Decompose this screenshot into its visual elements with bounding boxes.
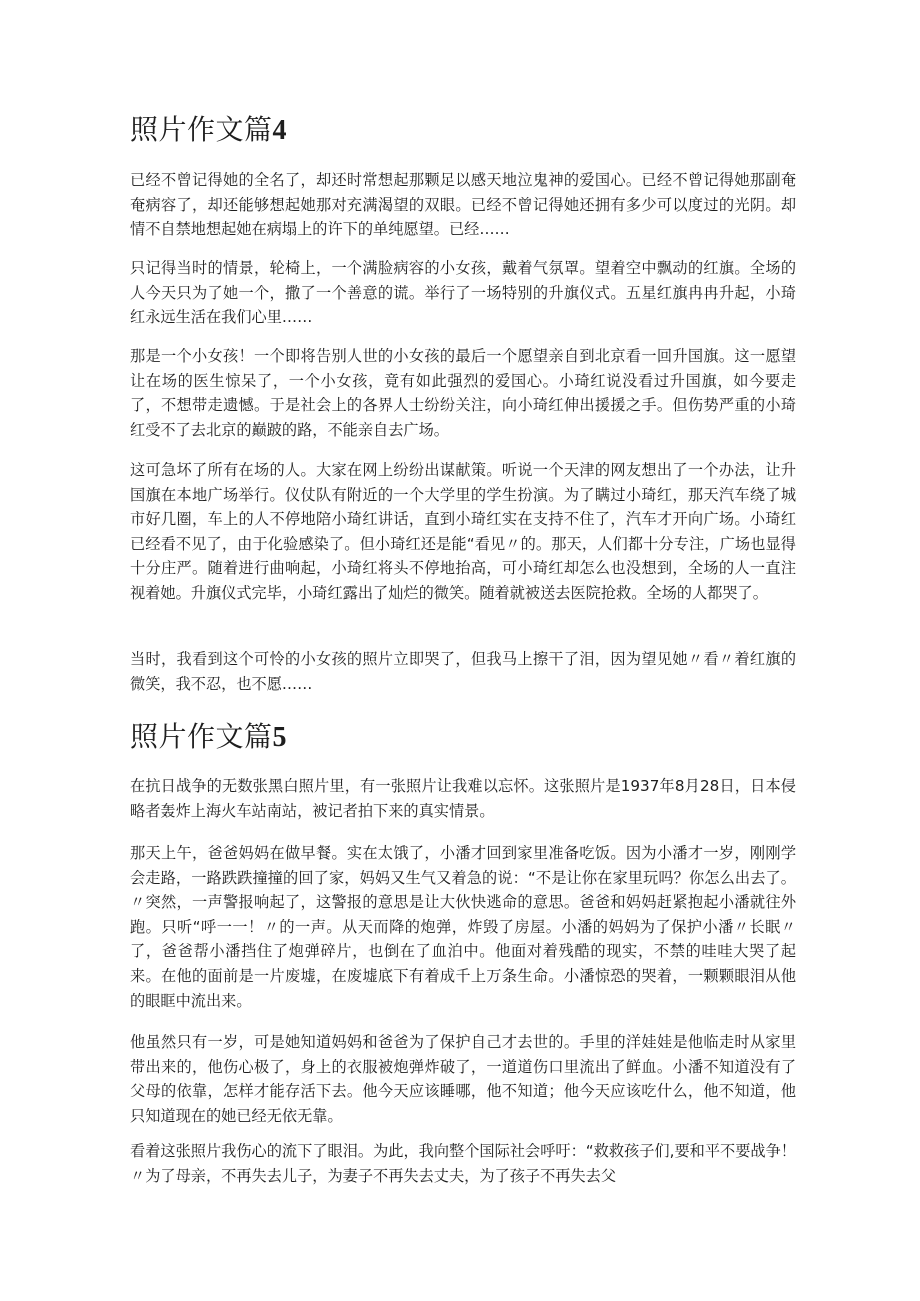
paragraph: 这可急坏了所有在场的人。大家在网上纷纷出谋献策。听说一个天津的网友想出了一个办法，让升国旗在本地广场举行。仪仗队有附近的一个大学里的学生扮演。为了瞒过小琦红，那天汽车绕了城市好几圈，车上的人不停地陪小琦红讲话，直到小琦红实在支持不住了，汽车才开向广场。小琦红已经看不见了，由于化验感染了。但小琦红还是能“看见〃的。那天，人们都十分专注，广场也显得十分庄严。随着进行曲响起，小琦红将头不停地抬高，可小琦红却怎么也没想到，全场的人一直注视着她。升旗仪式完毕，小琦红露出了灿烂的微笑。随着就被送去医院抢救。全场的人都哭了。: [130, 461, 796, 602]
paragraph: 在抗日战争的无数张黑白照片里，有一张照片让我难以忘怀。这张照片是1937年8月28日，日本侵略者轰炸上海火车站南站，被记者拍下来的真实情景。: [130, 777, 796, 820]
section-title-5: 照片作文篇5: [130, 720, 288, 753]
paragraph: 那天上午，爸爸妈妈在做早餐。实在太饿了，小潘才回到家里准备吃饭。因为小潘才一岁，刚刚学会走路，一路跌跌撞撞的回了家，妈妈又生气又着急的说：“不是让你在家里玩吗？你怎么出去了。〃突然，一声警报响起了，这警报的意思是让大伙快逃命的意思。爸爸和妈妈赶紧抱起小潘就往外跑。只听“呼一一！〃的一声。从天而降的炮弹，炸毁了房屋。小潘的妈妈为了保护小潘〃长眠〃了，爸爸帮小潘挡住了炮弹碎片，也倒在了血泊中。他面对着残酷的现实，不禁的哇哇大哭了起来。在他的面前是一片废墟，在废墟底下有着成千上万条生命。小潘惊恐的哭着，一颗颗眼泪从他的眼眶中流出来。: [130, 844, 796, 1010]
paragraph: 他虽然只有一岁，可是她知道妈妈和爸爸为了保护自己才去世的。手里的洋娃娃是他临走时从家里带出来的，他伤心极了，身上的衣服被炮弹炸破了，一道道伤口里流出了鲜血。小潘不知道没有了父母的依靠，怎样才能存活下去。他今天应该睡哪，他不知道；他今天应该吃什么，他不知道，他只知道现在的她已经无依无靠。: [130, 1033, 796, 1125]
paragraph: 当时，我看到这个可怜的小女孩的照片立即哭了，但我马上擦干了泪，因为望见她〃看〃着红旗的微笑，我不忍，也不愿……: [130, 650, 796, 693]
section-title-4: 照片作文篇4: [130, 113, 288, 146]
paragraph: 那是一个小女孩！一个即将告别人世的小女孩的最后一个愿望亲自到北京看一回升国旗。这一愿望让在场的医生惊呆了，一个小女孩，竟有如此强烈的爱国心。小琦红说没看过升国旗，如今要走了，不想带走遗憾。于是社会上的各界人士纷纷关注，向小琦红伸出援援之手。但伤势严重的小琦红受不了去北京的巅跛的路，不能亲自去广场。: [130, 347, 796, 439]
paragraph: 只记得当时的情景，轮椅上，一个满脸病容的小女孩，戴着气氛罩。望着空中飘动的红旗。全场的人今天只为了她一个，撒了一个善意的谎。举行了一场特别的升旗仪式。五星红旗冉冉升起，小琦红永远生活在我们心里……: [130, 259, 796, 327]
paragraph: 已经不曾记得她的全名了，却还时常想起那颗足以感天地泣鬼神的爱国心。已经不曾记得她那副奄奄病容了，却还能够想起她那对充满渴望的双眼。已经不曾记得她还拥有多少可以度过的光阴。却情不自禁地想起她在病塌上的许下的单纯愿望。已经……: [130, 171, 796, 239]
paragraph: 看着这张照片我伤心的流下了眼泪。为此，我向整个国际社会呼吁：“救救孩子们,要和平不要战争！〃为了母亲，不再失去儿子，为妻子不再失去丈夫，为了孩子不再失去父: [130, 1142, 796, 1185]
